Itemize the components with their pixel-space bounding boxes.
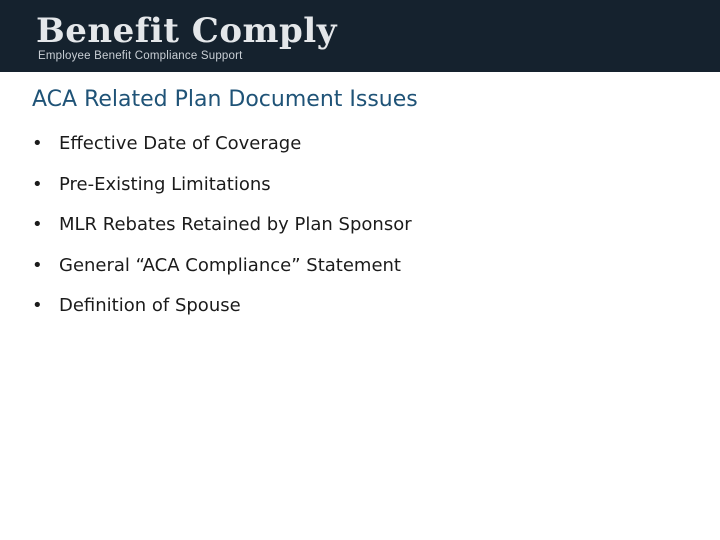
bullet-text: General “ACA Compliance” Statement <box>59 254 401 276</box>
bullet-text: Pre-Existing Limitations <box>59 173 271 195</box>
bullet-marker: • <box>32 133 43 154</box>
bullet-text: MLR Rebates Retained by Plan Sponsor <box>59 214 412 236</box>
bullet-text: Effective Date of Coverage <box>59 133 302 154</box>
bullet-text: Definition of Spouse <box>59 295 241 317</box>
logo-tagline: Employee Benefit Compliance Support <box>38 50 243 62</box>
slide-title: ACA Related Plan Document Issues <box>32 87 418 112</box>
bullet-marker: • <box>32 254 43 276</box>
bullet-marker: • <box>32 295 43 317</box>
header-bar <box>0 0 720 72</box>
company-logo <box>36 12 337 63</box>
bullet-marker: • <box>32 173 43 195</box>
bullet-marker: • <box>32 214 43 236</box>
logo-name: Benefit Comply <box>36 11 337 51</box>
